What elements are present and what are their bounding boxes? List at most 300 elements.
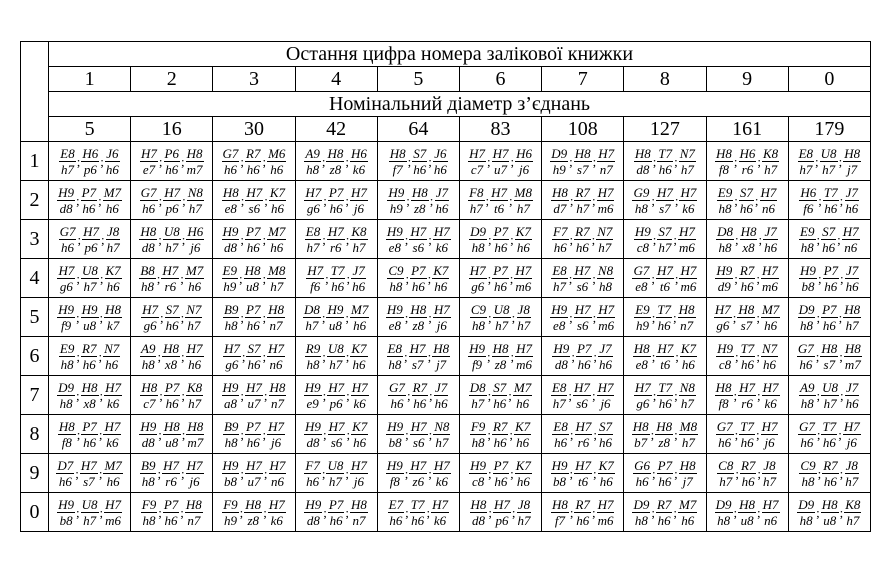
fit-fraction <box>432 342 450 371</box>
fit-fraction <box>656 264 674 293</box>
table-row <box>21 142 871 181</box>
fits-cell <box>377 142 459 181</box>
shaft-tolerance: s7 <box>659 200 671 216</box>
separator: ; <box>406 192 410 208</box>
fit-fraction <box>678 225 696 254</box>
hole-tolerance: P7 <box>246 301 261 317</box>
fit-fraction <box>162 459 180 488</box>
hole-tolerance: J6 <box>434 145 447 161</box>
shaft-tolerance: u8 <box>165 434 179 450</box>
fit-fraction <box>762 147 779 176</box>
hole-tolerance: J8 <box>845 457 858 473</box>
separator: ; <box>322 426 327 442</box>
shaft-tolerance: n6 <box>269 356 283 372</box>
shaft-tolerance: k6 <box>435 239 448 255</box>
fit-fraction <box>761 264 779 293</box>
hole-tolerance: S7 <box>247 340 261 356</box>
fit-fraction <box>738 498 756 527</box>
shaft-tolerance: h6 <box>516 395 530 411</box>
hole-tolerance: J8 <box>106 223 120 239</box>
diameter-header: 30 <box>213 117 295 142</box>
fit-fraction <box>799 225 815 254</box>
hole-tolerance: H9 <box>222 379 239 395</box>
fits-cell <box>131 220 213 259</box>
shaft-tolerance: d8 <box>223 239 237 255</box>
separator: ; <box>509 426 514 442</box>
shaft-tolerance: h7 <box>764 161 778 177</box>
fit-fraction <box>56 459 74 488</box>
shaft-tolerance: h6 <box>142 200 156 216</box>
hole-tolerance: M6 <box>268 145 286 161</box>
fit-fraction <box>350 225 367 254</box>
fits-cell <box>213 181 295 220</box>
shaft-tolerance: h6 <box>411 512 425 528</box>
fit-fraction <box>140 147 158 176</box>
shaft-tolerance: j6 <box>600 395 611 411</box>
shaft-tolerance: n7 <box>269 317 283 333</box>
shaft-tolerance: k6 <box>106 434 119 450</box>
hole-tolerance: M7 <box>103 184 122 200</box>
hole-tolerance: T7 <box>740 418 754 434</box>
shaft-tolerance: m6 <box>105 512 122 528</box>
fit-fraction <box>679 459 697 488</box>
fit-fraction <box>328 498 344 527</box>
hole-tolerance: H6 <box>516 145 532 161</box>
fit-fraction <box>739 147 757 176</box>
shaft-tolerance: h8 <box>800 239 814 255</box>
hole-tolerance: K7 <box>433 262 449 278</box>
separator: ; <box>428 153 432 169</box>
fit-fraction <box>597 186 615 215</box>
fit-fraction <box>306 264 324 293</box>
fits-cell <box>49 142 131 181</box>
fit-fraction <box>387 264 404 293</box>
shaft-tolerance: f8 <box>718 161 729 177</box>
shaft-tolerance: h6 <box>741 473 755 489</box>
shaft-tolerance: h6 <box>58 473 72 489</box>
shaft-tolerance: h9 <box>552 161 566 177</box>
shaft-tolerance: h6 <box>493 434 507 450</box>
hole-tolerance: M7 <box>513 379 532 395</box>
fit-fraction <box>716 342 734 371</box>
hole-tolerance: H7 <box>80 457 97 473</box>
hole-tolerance: H9 <box>386 301 403 317</box>
shaft-tolerance: d8 <box>141 239 155 255</box>
hole-tolerance: H7 <box>105 496 122 512</box>
hole-tolerance: H6 <box>800 184 817 200</box>
separator: ; <box>839 504 844 520</box>
fits-cell <box>459 181 541 220</box>
hole-tolerance: H9 <box>470 457 487 473</box>
shaft-tolerance: k6 <box>353 395 366 411</box>
hole-tolerance: J7 <box>846 379 859 395</box>
shaft-tolerance: h7 <box>83 512 97 528</box>
fits-cell <box>49 337 131 376</box>
shaft-tolerance: h7 <box>188 395 202 411</box>
hole-tolerance: H7 <box>186 340 203 356</box>
separator: ; <box>406 387 411 403</box>
hole-tolerance: H8 <box>269 379 286 395</box>
hole-tolerance: F9 <box>141 496 157 512</box>
shaft-tolerance: m7 <box>186 161 203 177</box>
fits-cell <box>706 220 788 259</box>
fit-fraction <box>222 147 240 176</box>
shaft-tolerance: h9 <box>389 200 403 216</box>
fit-fraction <box>551 498 569 527</box>
row-label: 5 <box>21 298 49 337</box>
fit-fraction <box>267 147 286 176</box>
fit-fraction <box>139 225 157 254</box>
fit-fraction <box>57 381 75 410</box>
shaft-tolerance: b8 <box>801 278 815 294</box>
hole-tolerance: H7 <box>246 457 262 473</box>
fit-fraction <box>57 264 75 293</box>
hole-tolerance: R7 <box>492 418 508 434</box>
separator: ; <box>840 270 844 286</box>
separator: ; <box>591 504 596 520</box>
separator: ; <box>651 504 655 520</box>
fits-cell <box>788 454 870 493</box>
separator: ; <box>180 270 184 286</box>
fit-fraction <box>222 498 238 527</box>
hole-tolerance: K7 <box>351 340 367 356</box>
fit-fraction <box>304 498 322 527</box>
fit-fraction <box>81 303 99 332</box>
fit-fraction <box>389 147 407 176</box>
hole-tolerance: M8 <box>514 184 532 200</box>
fit-fraction <box>305 342 321 371</box>
separator: ; <box>181 231 186 247</box>
shaft-tolerance: h6 <box>494 239 508 255</box>
hole-tolerance: R9 <box>305 340 321 356</box>
separator: ; <box>674 387 678 403</box>
shaft-tolerance: g6 <box>471 278 485 294</box>
fit-fraction <box>738 381 756 410</box>
fit-fraction <box>574 303 592 332</box>
fits-table <box>20 41 871 532</box>
fit-fraction <box>575 420 593 449</box>
table-row <box>21 493 871 532</box>
fits-cell <box>706 142 788 181</box>
shaft-tolerance: h8 <box>634 512 648 528</box>
diameters-row <box>21 117 871 142</box>
shaft-tolerance: k6 <box>433 512 447 528</box>
hole-tolerance: H7 <box>680 262 697 278</box>
separator: ; <box>593 465 597 481</box>
hole-tolerance: D9 <box>58 379 75 395</box>
fit-fraction <box>657 381 673 410</box>
shaft-tolerance: e8 <box>635 356 648 372</box>
shaft-tolerance: n7 <box>680 317 694 333</box>
shaft-tolerance: m6 <box>516 356 532 372</box>
fit-fraction <box>551 459 569 488</box>
fits-cell <box>706 181 788 220</box>
fits-cell <box>624 337 706 376</box>
fits-cell <box>131 454 213 493</box>
shaft-tolerance: h7 <box>719 473 733 489</box>
fit-fraction <box>386 459 404 488</box>
shaft-tolerance: h6 <box>822 239 836 255</box>
separator: ; <box>651 192 655 208</box>
separator: ; <box>240 192 245 208</box>
separator: ; <box>262 348 267 364</box>
separator: ; <box>404 465 409 481</box>
fit-fraction <box>492 264 508 293</box>
hole-tolerance: H7 <box>223 340 240 356</box>
shaft-tolerance: h9 <box>223 512 237 528</box>
fit-fraction <box>104 498 122 527</box>
fit-fraction <box>761 420 779 449</box>
separator: ; <box>652 231 657 247</box>
fit-fraction <box>655 420 673 449</box>
shaft-tolerance: j7 <box>847 161 858 177</box>
shaft-tolerance: n7 <box>599 161 613 177</box>
separator: ; <box>837 231 841 247</box>
hole-tolerance: J7 <box>846 262 859 278</box>
shaft-tolerance: h6 <box>246 239 260 255</box>
digit-header: 8 <box>624 67 706 92</box>
separator: ; <box>733 387 738 403</box>
fit-fraction <box>515 225 532 254</box>
fit-fraction <box>820 342 838 371</box>
fit-fraction <box>57 303 75 332</box>
separator: ; <box>322 231 326 247</box>
hole-tolerance: H7 <box>410 457 427 473</box>
hole-tolerance: M8 <box>679 418 698 434</box>
hole-tolerance: H8 <box>656 418 673 434</box>
shaft-tolerance: x8 <box>742 239 755 255</box>
fit-fraction <box>103 342 120 371</box>
fits-cell <box>295 181 377 220</box>
fit-fraction <box>596 225 613 254</box>
separator: ; <box>76 504 80 520</box>
separator: ; <box>734 270 738 286</box>
separator: ; <box>76 153 81 169</box>
separator: ; <box>345 348 350 364</box>
fit-fraction <box>799 186 817 215</box>
shaft-tolerance: r6 <box>164 278 177 294</box>
separator: ; <box>569 504 574 520</box>
separator: ; <box>159 387 163 403</box>
separator: ; <box>76 348 80 364</box>
fit-fraction <box>574 498 590 527</box>
hole-tolerance: C9 <box>800 457 816 473</box>
hole-tolerance: S7 <box>599 418 613 434</box>
fits-cell <box>131 259 213 298</box>
shaft-tolerance: h8 <box>800 395 814 411</box>
shaft-tolerance: h6 <box>83 434 97 450</box>
fit-fraction <box>223 342 241 371</box>
fits-cell <box>542 298 624 337</box>
fits-cell <box>213 259 295 298</box>
fit-fraction <box>679 264 697 293</box>
separator: ; <box>180 309 185 325</box>
hole-tolerance: H7 <box>162 262 179 278</box>
fits-cell <box>459 454 541 493</box>
shaft-tolerance: h7 <box>352 239 366 255</box>
diameter-header: 161 <box>706 117 788 142</box>
fit-fraction <box>844 342 862 371</box>
separator: ; <box>99 387 104 403</box>
fit-fraction <box>433 225 451 254</box>
separator: ; <box>345 504 349 520</box>
fits-cell <box>459 415 541 454</box>
shaft-tolerance: j6 <box>190 239 201 255</box>
shaft-tolerance: k6 <box>270 512 283 528</box>
shaft-tolerance: e8 <box>388 317 401 333</box>
fit-fraction <box>573 264 591 293</box>
hole-tolerance: P7 <box>82 418 97 434</box>
shaft-tolerance: j6 <box>353 200 364 216</box>
separator: ; <box>323 504 327 520</box>
hole-tolerance: H7 <box>597 496 614 512</box>
hole-tolerance: H7 <box>634 379 651 395</box>
separator: ; <box>98 465 103 481</box>
separator: ; <box>100 153 104 169</box>
hole-tolerance: H7 <box>762 496 779 512</box>
fit-fraction <box>350 342 367 371</box>
digit-header: 7 <box>542 67 624 92</box>
fit-fraction <box>106 225 121 254</box>
fits-cell <box>624 181 706 220</box>
hole-tolerance: H7 <box>432 496 448 512</box>
fit-fraction <box>326 303 344 332</box>
shaft-tolerance: u8 <box>83 317 97 333</box>
fit-fraction <box>715 264 733 293</box>
separator: ; <box>240 153 245 169</box>
shaft-tolerance: u8 <box>328 317 342 333</box>
fits-cell <box>459 493 541 532</box>
fit-fraction <box>717 186 733 215</box>
fit-fraction <box>163 225 181 254</box>
fit-fraction <box>269 381 287 410</box>
shaft-tolerance: n6 <box>270 473 284 489</box>
separator: ; <box>427 348 432 364</box>
hole-tolerance: U8 <box>81 496 98 512</box>
hole-tolerance: R7 <box>823 457 838 473</box>
fit-fraction <box>244 498 262 527</box>
fits-cell <box>706 259 788 298</box>
fit-fraction <box>762 459 777 488</box>
hole-tolerance: H8 <box>141 379 158 395</box>
shaft-tolerance: z8 <box>247 512 260 528</box>
fit-fraction <box>81 147 99 176</box>
separator: ; <box>321 465 326 481</box>
separator: ; <box>181 465 185 481</box>
hole-tolerance: K8 <box>763 145 779 161</box>
fit-fraction <box>551 264 567 293</box>
hole-tolerance: H9 <box>58 184 75 200</box>
hole-tolerance: H8 <box>844 145 861 161</box>
fit-fraction <box>163 420 181 449</box>
shaft-tolerance: h6 <box>740 278 754 294</box>
shaft-tolerance: h7 <box>576 200 590 216</box>
shaft-tolerance: h6 <box>799 356 813 372</box>
fit-fraction <box>269 186 286 215</box>
shaft-tolerance: g6 <box>143 317 157 333</box>
fit-fraction <box>634 303 650 332</box>
separator: ; <box>405 426 409 442</box>
hole-tolerance: H8 <box>574 145 591 161</box>
separator: ; <box>734 348 739 364</box>
hole-tolerance: N7 <box>761 340 778 356</box>
hole-tolerance: F8 <box>469 184 484 200</box>
hole-tolerance: E8 <box>387 340 403 356</box>
shaft-tolerance: h6 <box>516 473 530 489</box>
shaft-tolerance: h6 <box>434 278 448 294</box>
separator: ; <box>511 504 516 520</box>
hole-tolerance: P7 <box>328 496 344 512</box>
fit-fraction <box>81 342 97 371</box>
fit-fraction <box>657 225 672 254</box>
hole-tolerance: H8 <box>470 496 487 512</box>
shaft-tolerance: h7 <box>61 161 75 177</box>
fits-cell <box>706 493 788 532</box>
fit-fraction <box>551 381 567 410</box>
fit-fraction <box>737 303 755 332</box>
separator: ; <box>593 348 598 364</box>
fit-fraction <box>222 186 240 215</box>
separator: ; <box>756 348 760 364</box>
fit-fraction <box>740 225 758 254</box>
shaft-tolerance: h6 <box>164 512 178 528</box>
hole-tolerance: N7 <box>597 223 613 239</box>
shaft-tolerance: e8 <box>224 200 237 216</box>
hole-tolerance: H9 <box>304 379 321 395</box>
hole-tolerance: H7 <box>268 496 285 512</box>
fit-fraction <box>598 459 615 488</box>
separator: ; <box>650 426 655 442</box>
shaft-tolerance: h6 <box>764 239 778 255</box>
fit-fraction <box>185 498 203 527</box>
separator: ; <box>262 309 267 325</box>
shaft-tolerance: h8 <box>718 200 732 216</box>
shaft-tolerance: h6 <box>823 473 837 489</box>
hole-tolerance: H7 <box>574 379 590 395</box>
shaft-tolerance: h6 <box>413 161 427 177</box>
fits-cell <box>624 259 706 298</box>
hole-tolerance: R7 <box>82 340 97 356</box>
shaft-tolerance: n6 <box>844 239 858 255</box>
fit-fraction <box>164 147 180 176</box>
shaft-tolerance: f6 <box>803 200 814 216</box>
hole-tolerance: D8 <box>303 301 320 317</box>
hole-tolerance: H8 <box>740 223 757 239</box>
fit-fraction <box>763 225 778 254</box>
hole-tolerance: S7 <box>413 145 427 161</box>
fits-cell <box>377 220 459 259</box>
hole-tolerance: H7 <box>433 457 450 473</box>
shaft-tolerance: n7 <box>187 512 201 528</box>
separator: ; <box>428 231 432 247</box>
fits-cell <box>706 298 788 337</box>
hole-tolerance: H7 <box>598 145 615 161</box>
shaft-tolerance: d8 <box>554 356 568 372</box>
hole-tolerance: F9 <box>223 496 238 512</box>
hole-tolerance: B9 <box>223 418 239 434</box>
separator: ; <box>652 387 657 403</box>
fit-fraction <box>552 420 568 449</box>
fit-fraction <box>59 342 75 371</box>
fit-fraction <box>162 342 180 371</box>
hole-tolerance: H7 <box>409 340 426 356</box>
fits-cell <box>788 337 870 376</box>
hole-tolerance: D9 <box>633 496 650 512</box>
separator: ; <box>674 153 678 169</box>
fit-fraction <box>186 381 203 410</box>
shaft-tolerance: h7 <box>188 200 202 216</box>
hole-tolerance: N7 <box>104 340 120 356</box>
